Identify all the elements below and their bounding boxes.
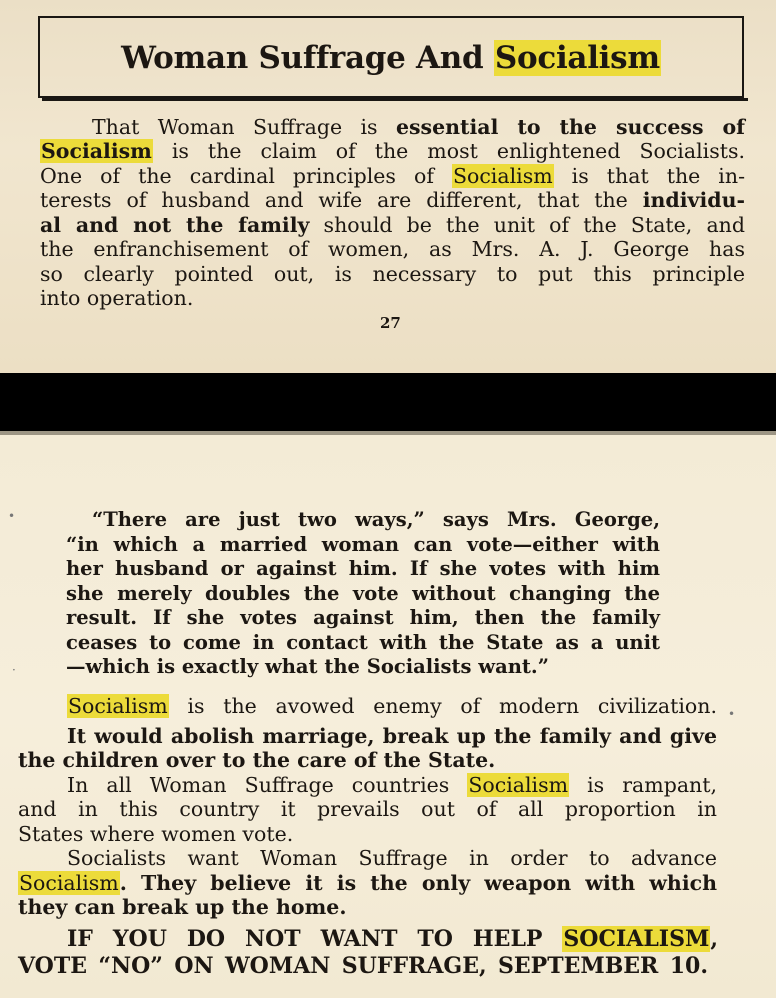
title-highlight: Socialism: [494, 40, 660, 76]
quote-line-7: —which is exactly what the Socialists want.”: [66, 655, 549, 678]
title-box-shadow: [42, 98, 748, 101]
print-speck: ·: [12, 663, 16, 677]
quote-line-2: “in which a married woman can vote—either with: [66, 533, 660, 556]
print-speck: •: [728, 707, 736, 721]
quote-line-4: she merely doubles the vote without changing the: [66, 582, 660, 605]
quote-line-6: ceases to come in contact with the State as a unit: [66, 631, 660, 654]
quote-line-1: “There are just two ways,” says Mrs. George,: [92, 508, 660, 531]
article-title: [40, 40, 742, 76]
print-speck: •: [8, 509, 16, 523]
body-para-2-line-2: the children over to the care of the State.: [18, 748, 496, 772]
top-para-line-7: so clearly pointed out, is necessary to put this principle: [40, 262, 745, 286]
top-para-line-6: the enfranchisement of women, as Mrs. A. J. George has: [40, 237, 745, 261]
body-para-2-line-1: It would abolish marriage, break up the family and give: [67, 724, 717, 748]
black-separator-bar: [0, 373, 776, 433]
top-para-line-1: That Woman Suffrage is essential to the success of: [92, 115, 745, 139]
top-para-line-4: terests of husband and wife are different, that the individu-: [40, 188, 745, 212]
body-para-3-line-1: In all Woman Suffrage countries Socialism is rampant,: [67, 773, 718, 797]
top-para-line-3: One of the cardinal principles of Socialism is that the in-: [40, 164, 745, 188]
top-clipping: [0, 0, 776, 373]
top-para-line-2: Socialism is the claim of the most enlightened Socialists.: [41, 139, 745, 163]
page-number: 27: [380, 314, 401, 332]
cta-line-1: IF YOU DO NOT WANT TO HELP SOCIALISM,: [67, 926, 718, 952]
body-para-1: Socialism is the avowed enemy of modern civilization.: [68, 694, 717, 718]
body-para-4-line-1: Socialists want Woman Suffrage in order to advance: [67, 846, 717, 870]
body-para-4-line-2: Socialism. They believe it is the only weapon with which: [19, 871, 717, 895]
bottom-clipping: [0, 435, 776, 998]
body-para-3-line-2: and in this country it prevails out of all proportion in: [18, 797, 717, 821]
title-box: [38, 16, 744, 98]
cta-line-2: VOTE “NO” ON WOMAN SUFFRAGE, SEPTEMBER 10.: [18, 953, 708, 979]
quote-line-5: result. If she votes against him, then the family: [66, 606, 660, 629]
top-para-line-5: al and not the family should be the unit of the State, and: [40, 213, 745, 237]
body-para-3-line-3: States where women vote.: [18, 822, 294, 846]
top-para-line-8: into operation.: [40, 286, 194, 310]
title-text: Woman Suffrage And: [121, 40, 494, 76]
body-para-4-line-3: they can break up the home.: [18, 895, 347, 919]
quote-line-3: her husband or against him. If she votes with him: [66, 557, 660, 580]
